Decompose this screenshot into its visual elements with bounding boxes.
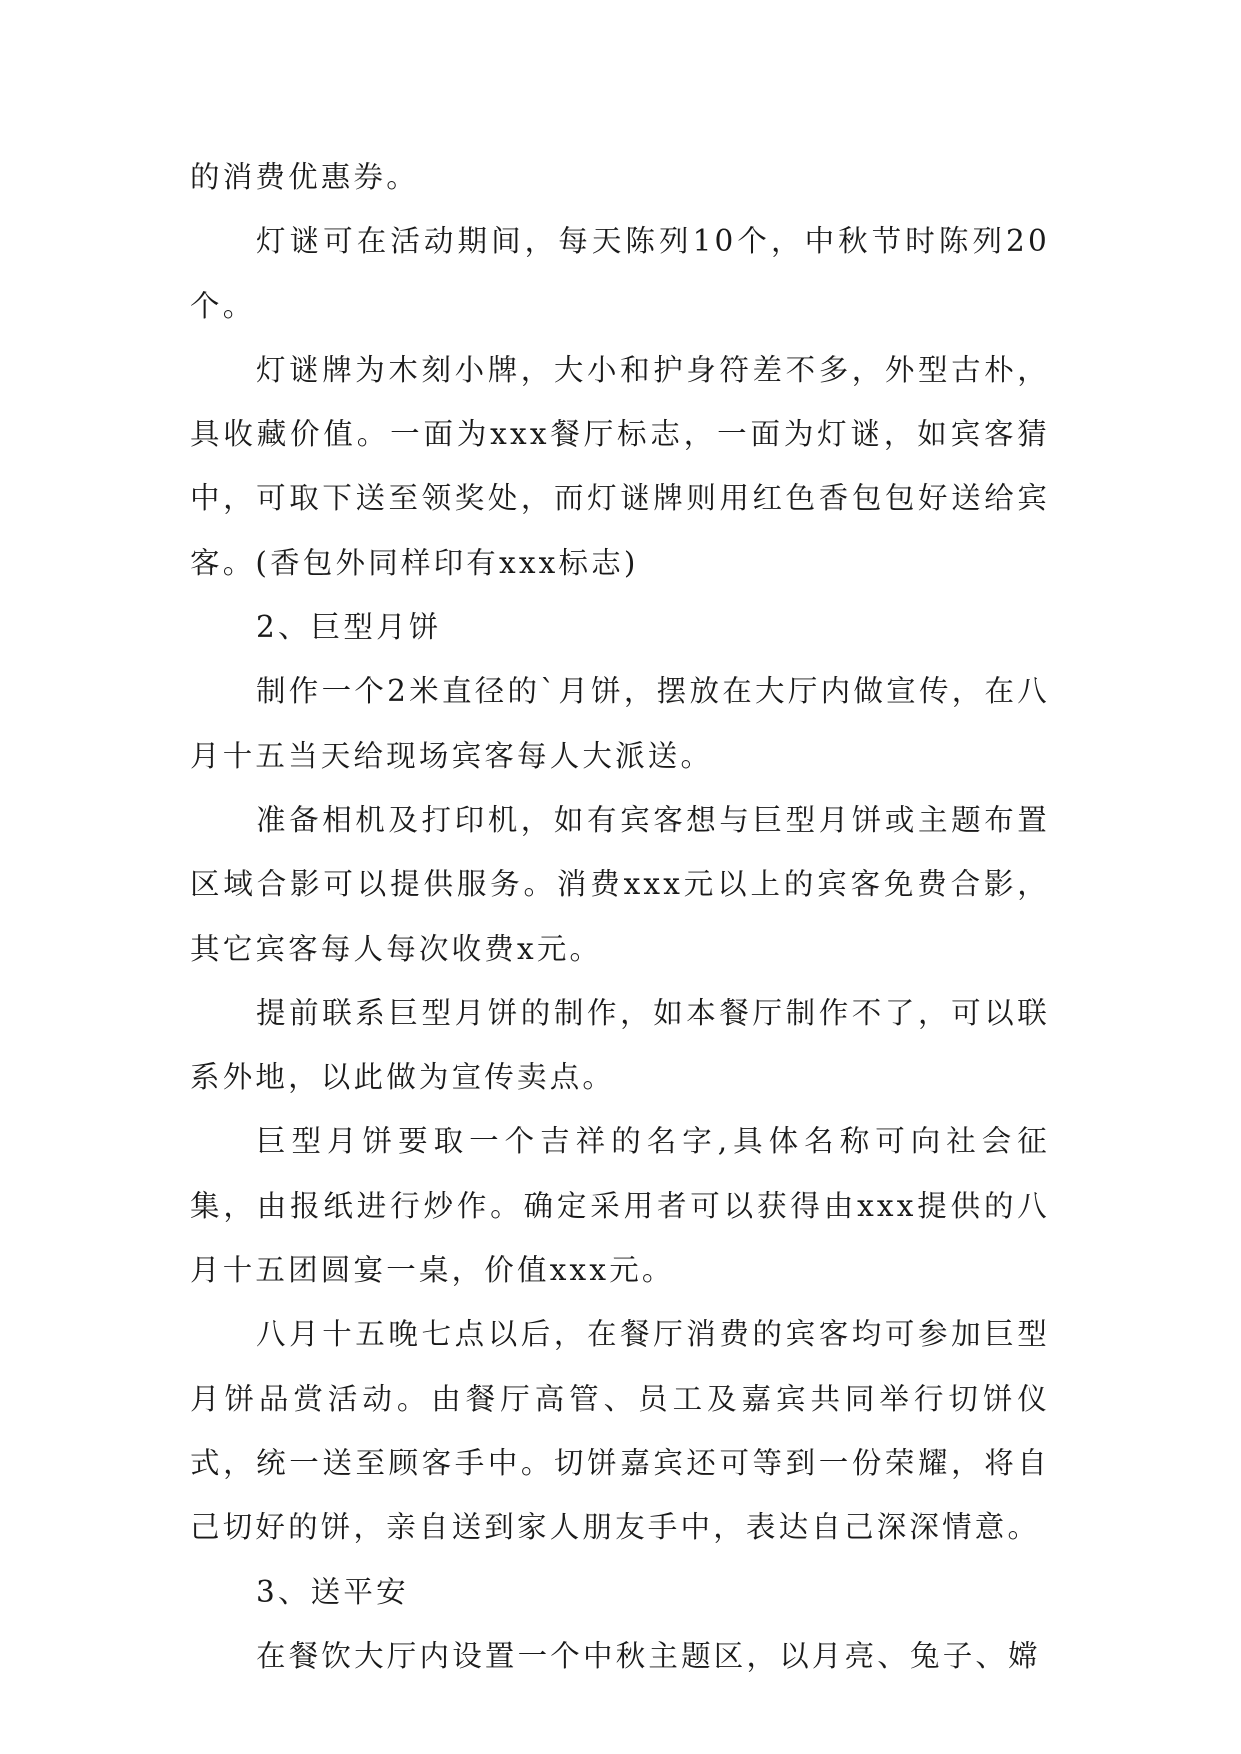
- paragraph: 的消费优惠券。: [190, 160, 419, 194]
- paragraph: 制作一个2米直径的`月饼，摆放在大厅内做宣传，在八月十五当天给现场宾客每人大派送。: [190, 674, 1050, 773]
- paragraph: 灯谜牌为木刻小牌，大小和护身符差不多，外型古朴，具收藏价值。一面为xxx餐厅标志，一面为灯谜，如宾客猜中，可取下送至领奖处，而灯谜牌则用红色香包包好送给宾客。(香包外同样印有xxx标志): [190, 352, 1050, 580]
- paragraph: 八月十五晚七点以后，在餐厅消费的宾客均可参加巨型月饼品赏活动。由餐厅高管、员工及嘉宾共同举行切饼仪式，统一送至顾客手中。切饼嘉宾还可等到一份荣耀，将自己切好的饼，亲自送到家人朋友手中，表达自己深深情意。: [190, 1317, 1050, 1545]
- paragraph: 在餐饮大厅内设置一个中秋主题区，以月亮、兔子、嫦: [256, 1638, 1041, 1673]
- paragraph: 巨型月饼要取一个吉祥的名字,具体名称可向社会征集，由报纸进行炒作。确定采用者可以获得由xxx提供的八月十五团圆宴一桌，价值xxx元。: [190, 1124, 1050, 1288]
- paragraph: 提前联系巨型月饼的制作，如本餐厅制作不了，可以联系外地，以此做为宣传卖点。: [190, 995, 1050, 1095]
- section-heading: 3、送平安: [256, 1574, 409, 1609]
- document-body: [190, 145, 1050, 1688]
- paragraph: 灯谜可在活动期间，每天陈列10个，中秋节时陈列20个。: [190, 224, 1050, 323]
- paragraph: 准备相机及打印机，如有宾客想与巨型月饼或主题布置区域合影可以提供服务。消费xxx元以上的宾客免费合影，其它宾客每人每次收费x元。: [190, 802, 1050, 966]
- section-heading: 2、巨型月饼: [256, 610, 442, 645]
